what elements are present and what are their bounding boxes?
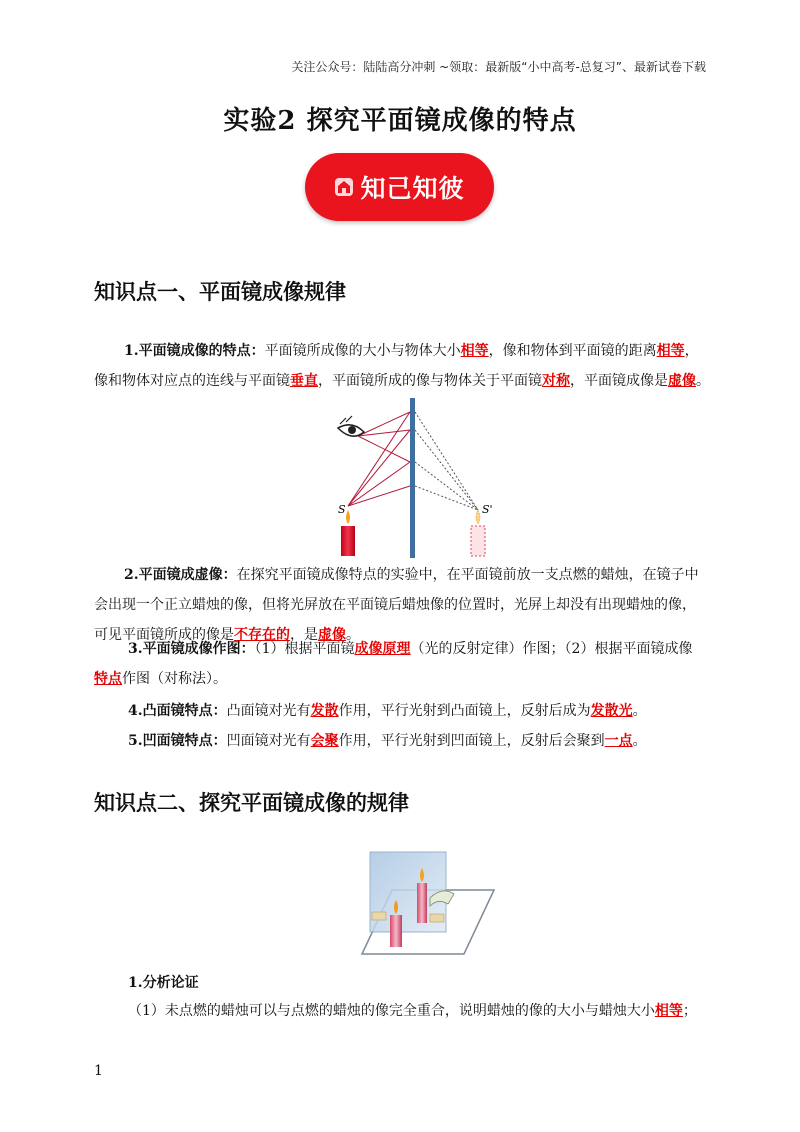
text: 。 [696,373,710,389]
badge [305,153,494,221]
paragraph-3 [94,634,714,694]
page-number: 1 [94,1063,103,1079]
home-icon [334,177,354,197]
candle [390,915,402,947]
virtual-ray [415,462,478,510]
lead-label: 3.平面镜成像作图： [128,641,255,657]
label-s: S [338,503,346,516]
keyword: 一点 [604,733,633,749]
text: 会出现一个正立蜡烛的像，但将光屏放在平面镜后蜡烛像的位置时，光屏上却没有出现蜡烛的像， [94,597,696,613]
text: 凸面镜对光有 [226,703,311,719]
text: 像和物体对应点的连线与平面镜 [94,373,290,389]
paragraph-1 [94,336,714,396]
subheading: 1.分析论证 [128,975,199,991]
text: 可见平面镜所成的像是 [94,627,234,643]
candle [341,526,355,556]
text: （1）根据平面镜 [254,641,355,657]
text: 凹面镜对光有 [226,733,311,749]
virtual-ray [415,412,478,510]
keyword: 相等 [654,1003,683,1019]
header-note: 关注公众号：陆陆高分冲刺 ~领取：最新版“小中高考-总复习”、最新试卷下载 [291,60,706,74]
text: ，平面镜所成的像与物体关于平面镜 [318,373,542,389]
keyword: 不存在的 [234,627,290,643]
keyword: 发散光 [590,703,633,719]
mirror [410,398,415,558]
candle-image [417,883,427,923]
lead-label: 4.凸面镜特点： [128,703,227,719]
text: ，像和物体到平面镜的距离 [488,343,657,359]
keyword: 特点 [94,671,122,687]
keyword: 垂直 [290,373,318,389]
lead-label: 1.平面镜成像的特点： [124,343,265,359]
text: ，平面镜成像是 [570,373,668,389]
paragraph-6 [128,996,697,1026]
reflected-ray [348,486,410,506]
text: 作用，平行光射到凹面镜上，反射后会聚到 [338,733,605,749]
text: 。 [632,703,647,719]
keyword: 对称 [542,373,570,389]
block [372,912,386,920]
text: ； [682,1003,697,1019]
text: 平面镜所成像的大小与物体大小 [264,343,461,359]
paragraph-4 [128,696,647,726]
block [430,914,444,922]
virtual-ray [415,486,478,510]
keyword: 相等 [460,343,489,359]
text: 。 [346,627,360,643]
experiment-setup-photo [330,846,500,962]
section-1-title: 知识点一、平面镜成像规律 [94,279,346,304]
text: 作用，平行光射到凸面镜上，反射后成为 [338,703,591,719]
keyword: 相等 [656,343,685,359]
text: 在探究平面镜成像特点的实验中，在平面镜前放一支点燃的蜡烛，在镜子中 [236,567,699,583]
virtual-flame-icon [476,510,480,524]
flame-icon [346,510,350,524]
mirror-reflection-diagram [330,398,500,560]
keyword: 虚像 [318,627,346,643]
keyword: 发散 [310,703,339,719]
virtual-candle [471,526,485,556]
text: （1）未点燃的蜡烛可以与点燃的蜡烛的像完全重合，说明蜡烛的像的大小与蜡烛大小 [128,1003,655,1019]
text: ，是 [290,627,318,643]
lead-label: 5.凹面镜特点： [128,733,227,749]
text: ， [684,343,699,359]
page-title: 实验2 探究平面镜成像的特点 [223,106,577,136]
paragraph-5 [128,726,647,756]
eye-icon [338,416,364,436]
incident-ray [358,430,410,436]
section-2-title: 知识点二、探究平面镜成像的规律 [94,790,409,815]
text: 。 [632,733,647,749]
label-s-prime: S' [482,503,493,516]
lead-label: 2.平面镜成虚像： [124,567,237,583]
badge-label: 知己知彼 [360,174,465,203]
text: 作图（对称法）。 [122,671,227,687]
keyword: 成像原理 [354,641,411,657]
keyword: 虚像 [668,373,696,389]
keyword: 会聚 [310,733,339,749]
text: （光的反射定律）作图；（2）根据平面镜成像 [410,641,693,657]
